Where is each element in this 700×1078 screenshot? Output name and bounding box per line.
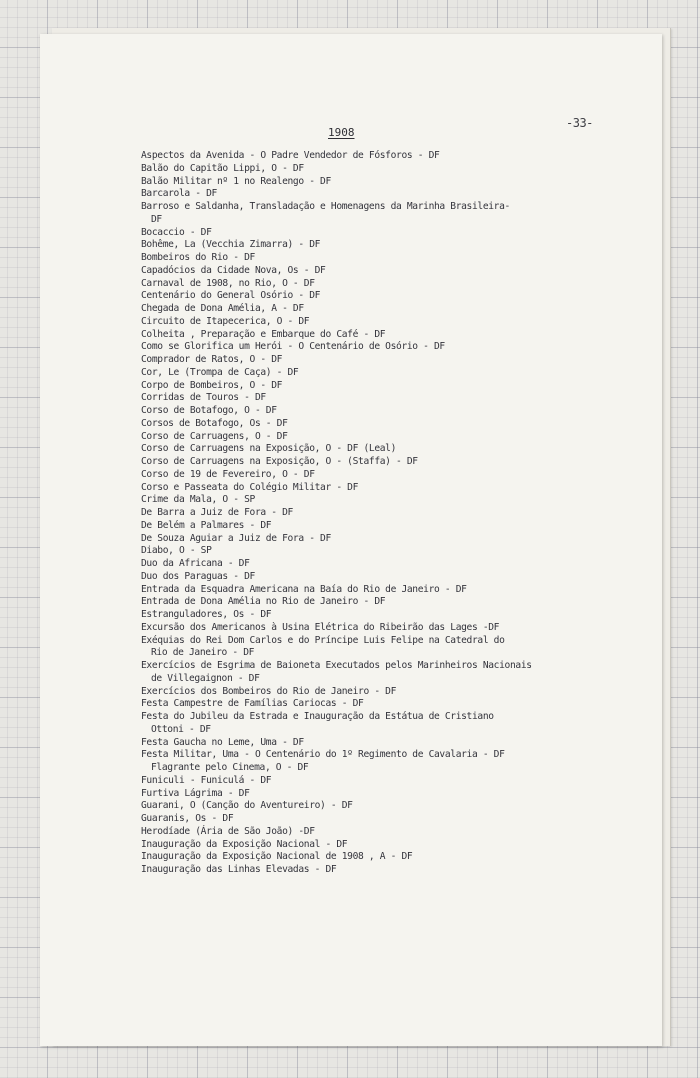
- film-entry-line: Duo da Africana - DF: [141, 558, 250, 569]
- film-entry: [141, 354, 641, 367]
- film-entry-line: Como se Glorifica um Herói - O Centenário de Osório - DF: [141, 341, 445, 353]
- film-entry: [141, 380, 641, 393]
- film-entry-line: Chegada de Dona Amélia, A - DF: [141, 303, 304, 314]
- film-entry-line: Festa Campestre de Famílias Cariocas - DF: [141, 698, 364, 710]
- film-entry-line: Exercícios dos Bombeiros do Rio de Janeiro - DF: [141, 685, 397, 697]
- film-entry-continuation: Ottoni - DF: [151, 723, 211, 735]
- film-entry-line: Exercícios de Esgrima de Baioneta Executados pelos Marinheiros Nacionais: [141, 660, 532, 671]
- film-entry-line: De Belém a Palmares - DF: [141, 519, 272, 531]
- film-entry-continuation: Flagrante pelo Cinema, O - DF: [151, 762, 309, 773]
- film-entry: [141, 545, 641, 558]
- film-entry-continuation: Rio de Janeiro - DF: [151, 647, 255, 659]
- film-entry-line: Festa do Jubileu da Estrada e Inauguração da Estátua de Cristiano: [141, 711, 494, 722]
- film-entry-line: Corso de Carruagens, O - DF: [141, 430, 288, 442]
- film-entry-line: Guarani, O (Canção do Aventureiro) - DF: [141, 800, 353, 812]
- film-entry: [141, 341, 641, 354]
- film-entry: [141, 507, 641, 520]
- film-entry-line: Funiculi - Funiculá - DF: [141, 774, 272, 786]
- film-entry: [141, 265, 641, 278]
- film-entry-line: Cor, Le (Trompa de Caça) - DF: [141, 366, 299, 378]
- page-number: -33-: [566, 116, 593, 130]
- film-entry: [141, 520, 641, 533]
- film-entry-line: Festa Militar, Uma - O Centenário do 1º Regimento de Cavalaria - DF: [141, 749, 505, 761]
- film-entry: [141, 622, 641, 635]
- film-entry: [141, 660, 641, 686]
- film-entry-line: Excursão dos Americanos à Usina Elétrica do Ribeirão das Lages -DF: [141, 621, 500, 633]
- film-entry: [141, 596, 641, 609]
- film-entry: [141, 864, 641, 877]
- film-entry-line: Circuito de Itapecerica, O - DF: [141, 315, 310, 327]
- film-entry: [141, 239, 641, 252]
- film-entry-line: Carnaval de 1908, no Rio, O - DF: [141, 277, 315, 289]
- film-entry-line: Exéquias do Rei Dom Carlos e do Príncipe Luis Felipe na Catedral do: [141, 634, 505, 646]
- film-entry-line: Aspectos da Avenida - O Padre Vendedor de Fósforos - DF: [141, 150, 440, 161]
- film-entry: [141, 839, 641, 852]
- film-entry: [141, 698, 641, 711]
- film-entry-line: Corridas de Touros - DF: [141, 392, 266, 404]
- film-entry-line: Duo dos Paraguas - DF: [141, 570, 255, 582]
- film-entry-line: Centenário do General Osório - DF: [141, 290, 321, 302]
- film-entry-continuation: de Villegaignon - DF: [151, 672, 260, 684]
- film-entry-line: Crime da Mala, O - SP: [141, 494, 255, 506]
- film-entry-line: Inauguração das Linhas Elevadas - DF: [141, 864, 337, 875]
- film-entry-line: Bombeiros do Rio - DF: [141, 252, 255, 263]
- film-entry-line: Bocaccio - DF: [141, 226, 212, 238]
- film-entry-line: Bohême, La (Vecchia Zimarra) - DF: [141, 239, 321, 251]
- film-entry: [141, 813, 641, 826]
- film-entry: [141, 494, 641, 507]
- film-entry: [141, 252, 641, 265]
- film-entry: [141, 303, 641, 316]
- film-entry-line: Corso de Carruagens na Exposição, O - DF (Leal): [141, 443, 397, 455]
- film-entry: [141, 584, 641, 597]
- film-entry: [141, 609, 641, 622]
- film-entry-line: Inauguração da Exposição Nacional - DF: [141, 838, 348, 850]
- film-entry-line: Estranguladores, Os - DF: [141, 609, 272, 620]
- film-entry-line: Inauguração da Exposição Nacional de 1908 , A - DF: [141, 851, 413, 863]
- film-entry-line: Barcarola - DF: [141, 188, 217, 200]
- film-entry: [141, 392, 641, 405]
- film-entry: [141, 443, 641, 456]
- film-entry: [141, 571, 641, 584]
- film-entry: [141, 558, 641, 571]
- film-entry: [141, 469, 641, 482]
- film-entry: [141, 418, 641, 431]
- film-entry: [141, 851, 641, 864]
- film-entry-line: Corso e Passeata do Colégio Militar - DF: [141, 481, 359, 493]
- film-entry-line: Diabo, O - SP: [141, 545, 212, 557]
- film-title-list: [141, 150, 641, 877]
- film-entry: [141, 405, 641, 418]
- film-entry: [141, 711, 641, 737]
- film-entry: [141, 188, 641, 201]
- film-entry: [141, 290, 641, 303]
- film-entry-line: Barroso e Saldanha, Transladação e Homenagens da Marinha Brasileira-: [141, 201, 510, 212]
- film-entry-line: Guaranis, Os - DF: [141, 813, 234, 824]
- film-entry: [141, 316, 641, 329]
- film-entry-continuation: DF: [151, 213, 162, 225]
- film-entry: [141, 788, 641, 801]
- film-entry-line: Comprador de Ratos, O - DF: [141, 354, 283, 365]
- film-entry: [141, 775, 641, 788]
- film-entry: [141, 278, 641, 291]
- film-entry-line: Colheita , Preparação e Embarque do Café - DF: [141, 328, 386, 340]
- film-entry-line: Balão Militar nº 1 no Realengo - DF: [141, 175, 331, 187]
- film-entry-line: Corsos de Botafogo, Os - DF: [141, 417, 288, 429]
- film-entry-line: Balão do Capitão Lippi, O - DF: [141, 162, 304, 174]
- film-entry-line: Corso de Botafogo, O - DF: [141, 405, 277, 416]
- film-entry: [141, 686, 641, 699]
- film-entry: [141, 635, 641, 661]
- film-entry-line: Corpo de Bombeiros, O - DF: [141, 379, 283, 391]
- film-entry-line: Herodíade (Ária de São João) -DF: [141, 825, 315, 837]
- film-entry-line: Festa Gaucha no Leme, Uma - DF: [141, 736, 304, 748]
- film-entry-line: Entrada da Esquadra Americana na Baía do Rio de Janeiro - DF: [141, 583, 467, 595]
- film-entry: [141, 826, 641, 839]
- year-heading: 1908: [328, 126, 355, 139]
- film-entry: [141, 800, 641, 813]
- film-entry-line: Corso de Carruagens na Exposição, O - (Staffa) - DF: [141, 456, 418, 467]
- film-entry: [141, 749, 641, 775]
- film-entry: [141, 201, 641, 227]
- film-entry-line: Entrada de Dona Amélia no Rio de Janeiro - DF: [141, 596, 386, 608]
- film-entry: [141, 367, 641, 380]
- film-entry-line: Corso de 19 de Fevereiro, O - DF: [141, 468, 315, 480]
- film-entry-line: Furtiva Lágrima - DF: [141, 787, 250, 799]
- film-entry: [141, 150, 641, 163]
- film-entry: [141, 431, 641, 444]
- film-entry-line: De Souza Aguiar a Juiz de Fora - DF: [141, 532, 331, 544]
- film-entry-line: De Barra a Juiz de Fora - DF: [141, 507, 293, 518]
- film-entry-line: Capadócios da Cidade Nova, Os - DF: [141, 264, 326, 276]
- film-entry: [141, 533, 641, 546]
- film-entry: [141, 227, 641, 240]
- film-entry: [141, 456, 641, 469]
- film-entry: [141, 163, 641, 176]
- film-entry: [141, 176, 641, 189]
- film-entry: [141, 329, 641, 342]
- film-entry: [141, 737, 641, 750]
- film-entry: [141, 482, 641, 495]
